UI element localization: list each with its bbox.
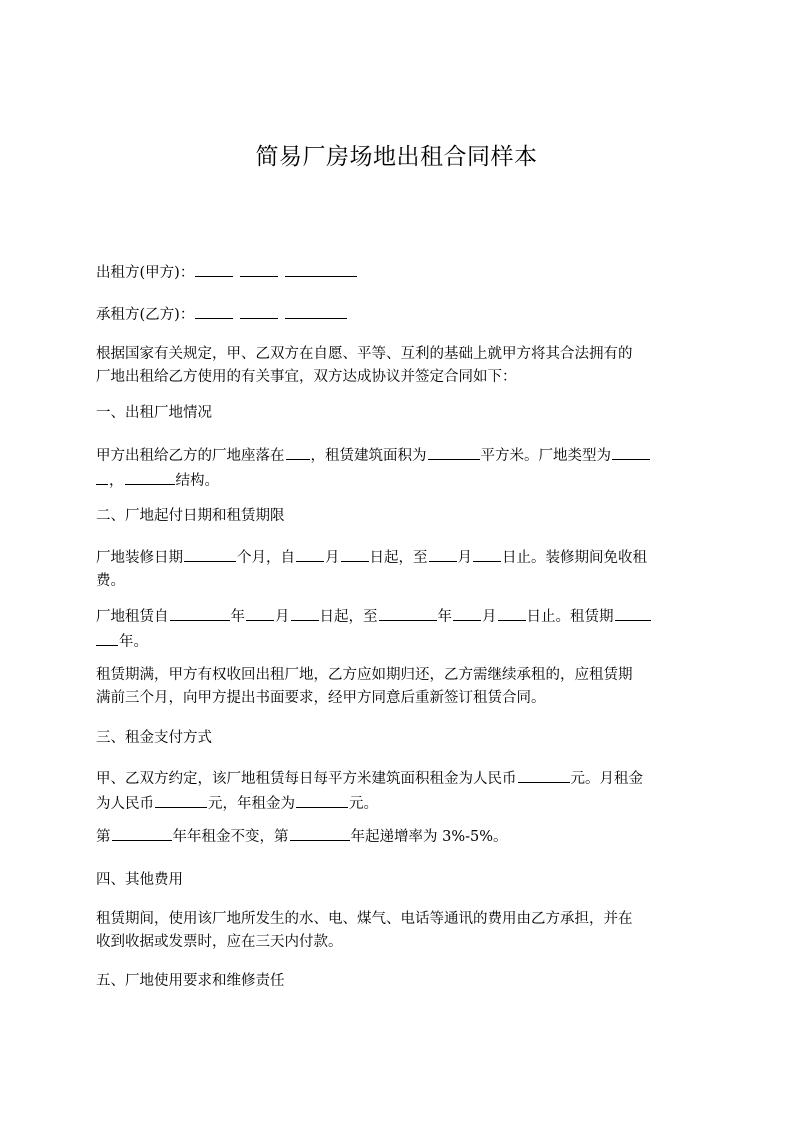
s2p2-text-a: 厂地租赁自 <box>96 609 169 625</box>
lessor-blank-1[interactable] <box>195 260 233 277</box>
s2p1-line-1 <box>96 545 702 570</box>
fixed-years-blank[interactable] <box>112 824 172 841</box>
monthly-rent-blank[interactable] <box>155 791 207 808</box>
section-1-line-2 <box>96 468 702 493</box>
s2p2-line-1 <box>96 604 702 629</box>
lease-end-year-blank[interactable] <box>379 604 437 621</box>
lease-start-year-blank[interactable] <box>170 604 230 621</box>
area-blank[interactable] <box>428 443 480 460</box>
lease-end-day-blank[interactable] <box>498 604 526 621</box>
s3p1-text-d: 元，年租金为 <box>208 796 295 812</box>
section-1-paragraph <box>96 443 702 493</box>
document-title: 简易厂房场地出租合同样本 <box>255 144 538 170</box>
structure-blank[interactable] <box>125 468 175 485</box>
lessor-label: 出租方(甲方)： <box>96 265 195 281</box>
section-4-paragraph-1 <box>96 908 702 954</box>
s3p2-text-a: 第 <box>96 829 111 845</box>
s2p2-text-c: 月 <box>275 609 290 625</box>
section-3-paragraph-2 <box>96 824 702 849</box>
s3p2-line-1 <box>96 824 702 849</box>
s3p2-text-b: 年年租金不变，第 <box>172 829 289 845</box>
s2p1-text-c: 月 <box>325 550 340 566</box>
lessee-blank-1[interactable] <box>195 302 233 319</box>
lease-years-blank-b[interactable] <box>96 629 118 646</box>
renovation-start-day-blank[interactable] <box>341 545 369 562</box>
s2p1-text-a: 厂地装修日期 <box>96 550 183 566</box>
s2p2-text-f: 月 <box>482 609 497 625</box>
renovation-months-blank[interactable] <box>184 545 236 562</box>
s2p1-text-e: 月 <box>457 550 472 566</box>
section-3-paragraph-1 <box>96 766 702 816</box>
lease-start-day-blank[interactable] <box>291 604 319 621</box>
s2p2-text-e: 年 <box>437 609 452 625</box>
s1-text-e: 结构。 <box>175 473 219 489</box>
s2p1-text-d: 日起，至 <box>369 550 428 566</box>
s1-text-c: 平方米。厂地类型为 <box>480 448 611 464</box>
s4p1-line-2: 收到收据或发票时，应在三天内付款。 <box>96 934 343 950</box>
s3p1-line-2 <box>96 791 702 816</box>
lessor-blank-2[interactable] <box>240 260 278 277</box>
section-1-line-1 <box>96 443 702 468</box>
s1-text-b: ，租赁建筑面积为 <box>310 448 427 464</box>
section-2-paragraph-1 <box>96 545 702 593</box>
s2p3-line-2: 满前三个月，向甲方提出书面要求，经甲方同意后重新签订租赁合同。 <box>96 690 546 706</box>
increase-year-blank[interactable] <box>290 824 350 841</box>
s2p1-line-2: 费。 <box>96 573 125 589</box>
s2p2-text-g: 日止。租赁期 <box>526 609 614 625</box>
section-1-heading: 一、出租厂地情况 <box>96 405 212 421</box>
lessee-blank-2[interactable] <box>240 302 278 319</box>
annual-rent-blank[interactable] <box>296 791 348 808</box>
s1-text-d: ， <box>109 473 124 489</box>
lease-years-blank-a[interactable] <box>615 604 651 621</box>
lessor-line <box>96 260 702 285</box>
s2p2-text-d: 日起，至 <box>319 609 378 625</box>
intro-paragraph <box>96 343 702 389</box>
s3p1-text-b: 元。月租金 <box>570 771 643 787</box>
section-2-heading: 二、厂地起付日期和租赁期限 <box>96 508 285 524</box>
s3p1-line-1 <box>96 766 702 791</box>
daily-rent-blank[interactable] <box>518 766 570 783</box>
s3p2-text-c: 年起递增率为 3%-5%。 <box>350 829 508 845</box>
lessee-line <box>96 302 702 327</box>
s4p1-line-1: 租赁期间，使用该厂地所发生的水、电、煤气、电话等通讯的费用由乙方承担，并在 <box>96 911 633 927</box>
section-4-heading: 四、其他费用 <box>96 872 183 888</box>
section-2-paragraph-2 <box>96 604 702 654</box>
s1-text-a: 甲方出租给乙方的厂地座落在 <box>96 448 285 464</box>
renovation-end-day-blank[interactable] <box>473 545 501 562</box>
s2p3-line-1: 租赁期满，甲方有权收回出租厂地，乙方应如期归还，乙方需继续承租的，应租赁期 <box>96 667 633 683</box>
s2p2-text-b: 年 <box>230 609 245 625</box>
intro-line-2: 厂地出租给乙方使用的有关事宜，双方达成协议并签定合同如下： <box>96 369 517 385</box>
intro-line-1: 根据国家有关规定，甲、乙双方在自愿、平等、互利的基础上就甲方将其合法拥有的 <box>96 346 633 362</box>
section-3-heading: 三、租金支付方式 <box>96 730 212 746</box>
type-blank-b[interactable] <box>96 468 108 485</box>
lease-start-month-blank[interactable] <box>246 604 274 621</box>
s2p2-text-h: 年。 <box>119 634 148 650</box>
s2p1-text-f: 日止。装修期间免收租 <box>502 550 647 566</box>
renovation-end-month-blank[interactable] <box>429 545 457 562</box>
section-5-heading: 五、厂地使用要求和维修责任 <box>96 973 285 989</box>
lessee-blank-3[interactable] <box>285 302 347 319</box>
renovation-start-month-blank[interactable] <box>296 545 324 562</box>
section-2-paragraph-3 <box>96 664 702 710</box>
s2p2-line-2 <box>96 629 702 654</box>
s2p1-text-b: 个月，自 <box>237 550 295 566</box>
s3p1-text-c: 为人民币 <box>96 796 154 812</box>
s3p1-text-a: 甲、乙双方约定，该厂地租赁每日每平方米建筑面积租金为人民币 <box>96 771 517 787</box>
lease-end-month-blank[interactable] <box>453 604 481 621</box>
location-blank[interactable] <box>286 443 310 460</box>
lessee-label: 承租方(乙方)： <box>96 307 195 323</box>
type-blank-a[interactable] <box>612 443 650 460</box>
s3p1-text-e: 元。 <box>349 796 378 812</box>
lessor-blank-3[interactable] <box>285 260 357 277</box>
